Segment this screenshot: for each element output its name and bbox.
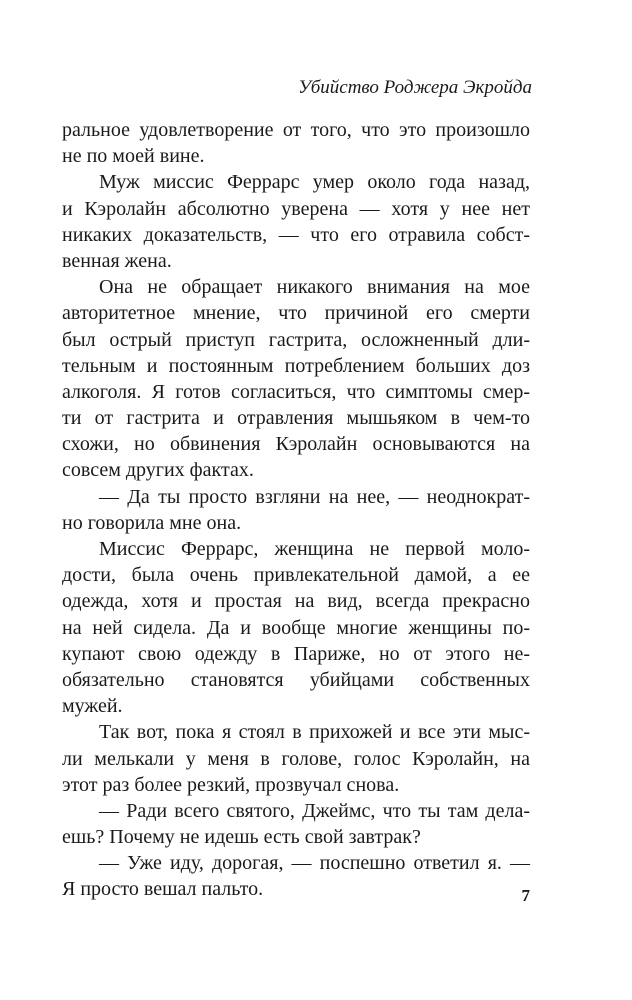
text-line: мужей. <box>62 695 123 718</box>
text-line: — Ради всего святого, Джеймс, что ты там дела- <box>99 799 530 822</box>
text-line: Я просто вешал пальто. <box>62 878 264 901</box>
running-header: Убийство Роджера Экройда <box>298 77 532 98</box>
text-line: алкоголя. Я готов согласиться, что симптомы смер- <box>62 380 530 403</box>
text-line: никаких доказательств, — что его отравила собст- <box>62 223 530 246</box>
text-line: схожи, но обвинения Кэролайн основываются на <box>62 433 530 456</box>
text-line: венная жена. <box>62 249 172 272</box>
text-line: ти от гастрита и отравления мышьяком в чем-то <box>62 407 530 430</box>
text-line: одежда, хотя и простая на вид, всегда прекрасно <box>62 590 530 613</box>
text-line: тельным и постоянным потреблением больших доз <box>62 354 530 377</box>
page-number: 7 <box>521 886 530 905</box>
text-line: Муж миссис Феррарс умер около года назад, <box>99 171 530 194</box>
text-line: и Кэролайн абсолютно уверена — хотя у нее нет <box>62 197 530 220</box>
text-line: но говорила мне она. <box>62 511 242 534</box>
text-line: Миссис Феррарс, женщина не первой моло- <box>99 538 530 560</box>
text-line: на ней сидела. Да и вообще многие женщины по- <box>62 616 530 639</box>
text-line: совсем других фактах. <box>62 459 254 482</box>
body-text <box>62 117 530 903</box>
text-line: купают свою одежду в Париже, но от этого не- <box>62 642 530 665</box>
text-line: ли мелькали у меня в голове, голос Кэролайн, на <box>62 747 530 770</box>
text-line: — Уже иду, дорогая, — поспешно ответил я. — <box>99 852 530 875</box>
text-line: Она не обращает никакого внимания на мое <box>99 276 530 299</box>
text-line: не по моей вине. <box>62 145 205 168</box>
text-line: авторитетное мнение, что причиной его смерти <box>62 302 530 325</box>
text-line: ешь? Почему не идешь есть свой завтрак? <box>62 826 421 849</box>
text-line: обязательно становятся убийцами собственных <box>62 668 530 691</box>
text-line: ральное удовлетворение от того, что это произошло <box>62 119 530 141</box>
text-line: — Да ты просто взгляни на нее, — неоднократ- <box>99 485 530 508</box>
text-line: этот раз более резкий, прозвучал снова. <box>62 773 400 796</box>
text-line: Так вот, пока я стоял в прихожей и все эти мыс- <box>99 721 530 744</box>
text-line: был острый приступ гастрита, осложненный дли- <box>62 328 530 351</box>
text-line: дости, была очень привлекательной дамой, а ее <box>62 564 530 587</box>
